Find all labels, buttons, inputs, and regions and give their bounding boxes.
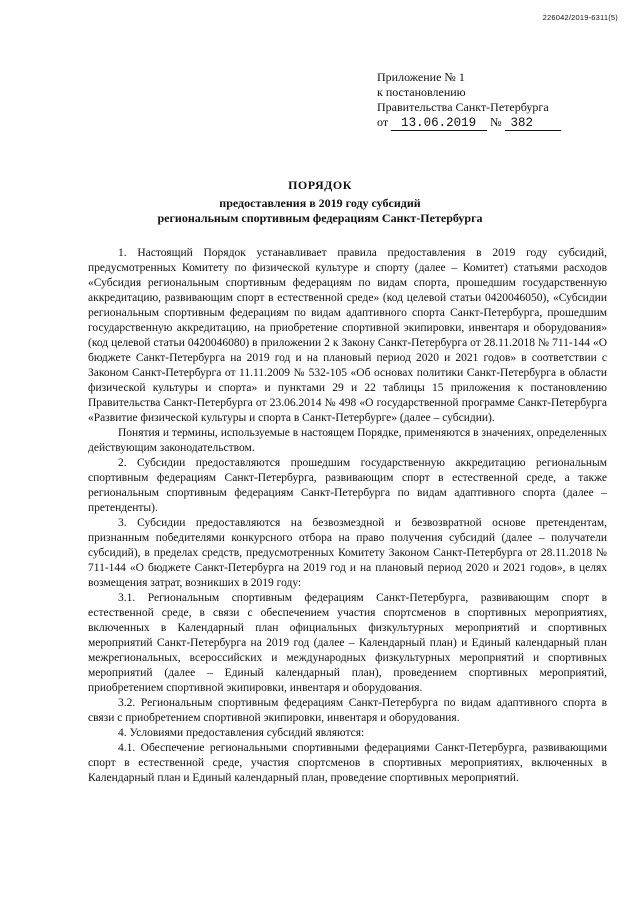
heading-line-3: региональным спортивным федерациям Санкт-Петербурга xyxy=(157,211,483,225)
paragraph-2: 2. Субсидии предоставляются прошедшим государственную аккредитацию региональным спортивным федерациям Санкт-Петербурга, развивающим спорт в естественной среде, а также региональным спортивным федерациям Санкт-Петербурга по видам адаптивного спорта (далее – претенденты). xyxy=(88,457,607,514)
document-heading xyxy=(0,178,640,226)
document-body xyxy=(88,246,607,786)
heading-line-2: предоставления в 2019 году субсидий xyxy=(219,196,421,210)
appendix-line-1: Приложение № 1 xyxy=(377,70,465,84)
resolution-number: 382 xyxy=(505,117,561,131)
paragraph-3-2: 3.2. Региональным спортивным федерациям Санкт-Петербурга по видам адаптивного спорта в связи с приобретением спортивной экипировки, инвентаря и оборудования. xyxy=(88,697,607,724)
paragraph-3: 3. Субсидии предоставляются на безвозмездной и безвозвратной основе претендентам, признанным победителями конкурсного отбора на право получения субсидий (далее – получатели субсидий), в пределах средств, предусмотренных Комитету Законом Санкт-Петербурга от 28.11.2018 № 711-144 «О бюджете Санкт-Петербурга на 2019 год и на плановый период 2020 и 2021 годов», в целях возмещения затрат, возникших в 2019 году: xyxy=(88,517,607,589)
paragraph-4: 4. Условиями предоставления субсидий являются: xyxy=(118,727,365,739)
paragraph-4-1: 4.1. Обеспечение региональными спортивными федерациями Санкт-Петербурга, развивающими спорт в естественной среде, участия спортсменов в спортивных мероприятиях, включенных в Календарный план и Единый календарный план, проведение спортивных мероприятий. xyxy=(88,742,607,784)
appendix-line-2: к постановлению xyxy=(377,85,466,99)
appendix-line-3: Правительства Санкт-Петербурга xyxy=(377,100,549,114)
document-id: 226042/2019-6311(5) xyxy=(542,13,618,22)
paragraph-definitions: Понятия и термины, используемые в настоящем Порядке, применяются в значениях, определенных действующим законодательством. xyxy=(88,427,607,454)
from-label: от xyxy=(377,115,389,129)
number-label: № xyxy=(490,115,502,129)
appendix-date-row xyxy=(377,115,561,131)
paragraph-3-1: 3.1. Региональным спортивным федерациям Санкт-Петербурга, развивающим спорт в естественной среде, в связи с обеспечением участия спортсменов в спортивных мероприятиях, включенных в Календарный план официальных физкультурных мероприятий и спортивных мероприятий Санкт-Петербурга на 2019 год (далее – Календарный план) и Единый календарный план межрегиональных, всероссийских и международных физкультурных мероприятий и спортивных мероприятий (далее – Единый календарный план), проведением спортивных мероприятий, приобретением спортивной экипировки, инвентаря и оборудования. xyxy=(88,592,607,694)
appendix-block xyxy=(377,70,561,131)
document-title: ПОРЯДОК xyxy=(288,178,352,192)
resolution-date: 13.06.2019 xyxy=(391,117,487,131)
paragraph-1: 1. Настоящий Порядок устанавливает правила предоставления в 2019 году субсидий, предусмотренных Комитету по физической культуре и спорту (далее – Комитет) статьями расходов «Субсидия региональным спортивным федерациям по видам спорта, прошедшим государственную аккредитацию, развивающим спорт в естественной среде» (код целевой статьи 0420046050), «Субсидии региональным спортивным федерациям по видам адаптивного спорта Санкт-Петербурга, прошедшим государственную аккредитацию, на приобретение спортивной экипировки, инвентаря и оборудования» (код целевой статьи 0420046080) в приложении 2 к Закону Санкт-Петербурга от 28.11.2018 № 711-144 «О бюджете Санкт-Петербурга на 2019 год и на плановый период 2020 и 2021 годов» в соответствии с Законом Санкт-Петербурга от 11.11.2009 № 532-105 «Об основах политики Санкт-Петербурга в области физической культуры и спорта» и пунктами 29 и 22 таблицы 15 приложения к постановлению Правительства Санкт-Петербурга от 23.06.2014 № 498 «О государственной программе Санкт-Петербурга «Развитие физической культуры и спорта в Санкт-Петербурге» (далее – субсидии). xyxy=(88,247,607,424)
